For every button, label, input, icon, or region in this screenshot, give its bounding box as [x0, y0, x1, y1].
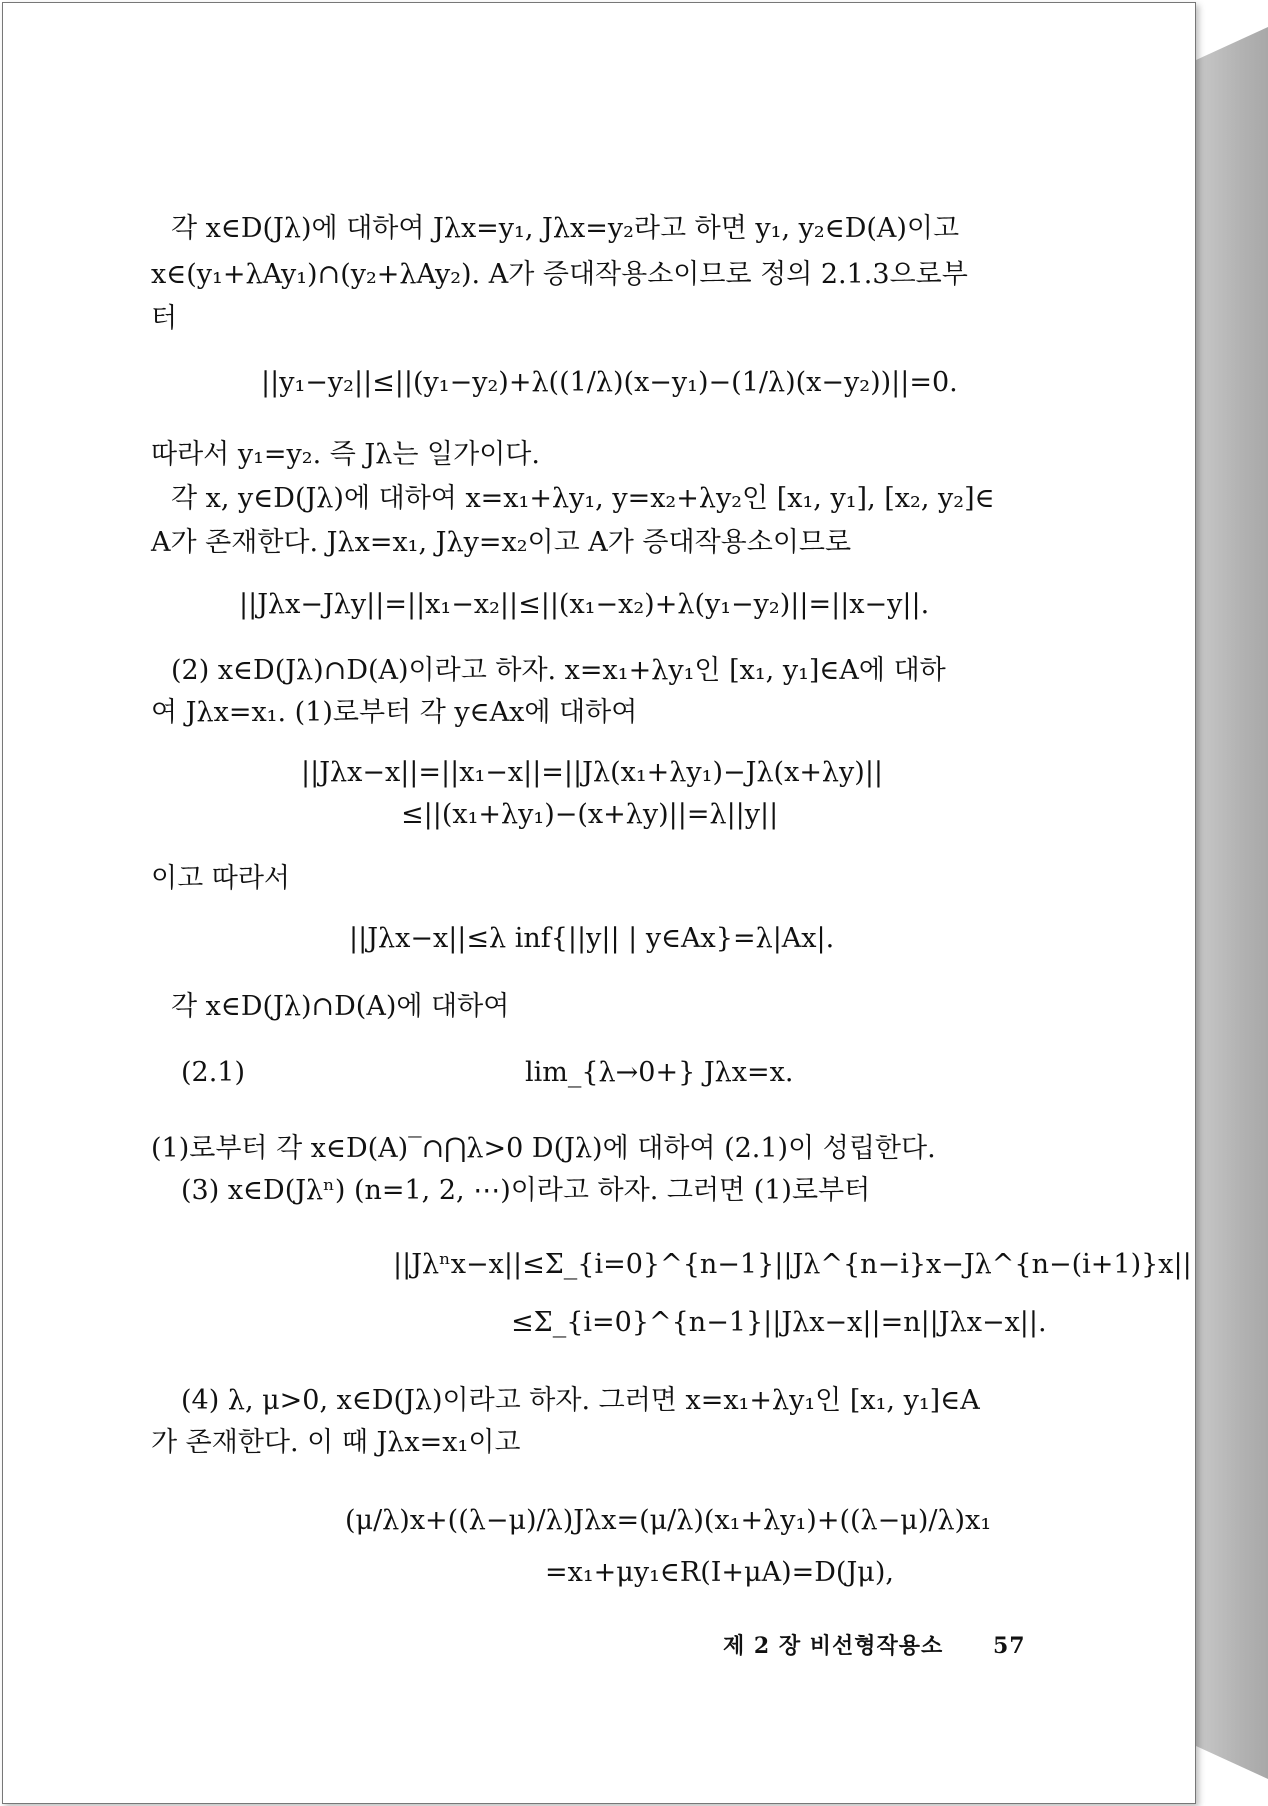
text-line-12: (3) x∈D(Jλⁿ) (n=1, 2, ⋯)이라고 하자. 그러면 (1)로부터: [181, 1175, 871, 1206]
text-line-6: A가 존재한다. Jλx=x₁, Jλy=x₂이고 A가 증대작용소이므로: [151, 527, 852, 558]
text-line-10: 각 x∈D(Jλ)∩D(A)에 대하여: [171, 991, 510, 1022]
text-line-2: x∈(y₁+λAy₁)∩(y₂+λAy₂). A가 증대작용소이므로 정의 2.1.3으로부: [151, 259, 968, 290]
equation-5: lim_{λ→0+} Jλx=x.: [525, 1057, 794, 1088]
equation-3a: ||Jλx−x||=||x₁−x||=||Jλ(x₁+λy₁)−Jλ(x+λy)||: [301, 757, 884, 788]
text-line-7: (2) x∈D(Jλ)∩D(A)이라고 하자. x=x₁+λy₁인 [x₁, y₁]∈A에 대하: [171, 655, 946, 686]
footer-chapter-title: 제 2 장 비선형작용소: [723, 1633, 944, 1659]
text-line-9: 이고 따라서: [151, 863, 290, 894]
text-line-4: 따라서 y₁=y₂. 즉 Jλ는 일가이다.: [151, 439, 540, 470]
text-line-3: 터: [151, 303, 178, 334]
equation-1: ||y₁−y₂||≤||(y₁−y₂)+λ((1/λ)(x−y₁)−(1/λ)(x−y₂))||=0.: [261, 367, 958, 398]
text-line-14: 가 존재한다. 이 때 Jλx=x₁이고: [151, 1427, 521, 1458]
text-line-5: 각 x, y∈D(Jλ)에 대하여 x=x₁+λy₁, y=x₂+λy₂인 [x₁, y₁], [x₂, y₂]∈: [171, 483, 995, 514]
text-line-1: 각 x∈D(Jλ)에 대하여 Jλx=y₁, Jλx=y₂라고 하면 y₁, y₂∈D(A)이고: [171, 213, 960, 244]
equation-2: ||Jλx−Jλy||=||x₁−x₂||≤||(x₁−x₂)+λ(y₁−y₂)||=||x−y||.: [239, 589, 930, 620]
equation-label-2-1: (2.1): [181, 1057, 246, 1088]
page-number: 57: [993, 1633, 1026, 1659]
equation-7b: =x₁+μy₁∈R(I+μA)=D(Jμ),: [545, 1557, 894, 1588]
equation-4: ||Jλx−x||≤λ inf{||y|| | y∈Ax}=λ|Ax|.: [349, 923, 835, 954]
equation-7a: (μ/λ)x+((λ−μ)/λ)Jλx=(μ/λ)(x₁+λy₁)+((λ−μ)/λ)x₁: [345, 1505, 992, 1536]
text-line-11: (1)로부터 각 x∈D(A)‾∩⋂λ>0 D(Jλ)에 대하여 (2.1)이 성립한다.: [151, 1133, 936, 1164]
book-page: [2, 2, 1196, 1804]
book-side-edge: [1196, 0, 1268, 1806]
text-line-8: 여 Jλx=x₁. (1)로부터 각 y∈Ax에 대하여: [151, 697, 638, 728]
text-line-13: (4) λ, μ>0, x∈D(Jλ)이라고 하자. 그러면 x=x₁+λy₁인 [x₁, y₁]∈A: [181, 1385, 980, 1416]
equation-3b: ≤||(x₁+λy₁)−(x+λy)||=λ||y||: [401, 799, 779, 830]
equation-6a: ||Jλⁿx−x||≤Σ_{i=0}^{n−1}||Jλ^{n−i}x−Jλ^{n−(i+1)}x||: [393, 1249, 1192, 1280]
equation-6b: ≤Σ_{i=0}^{n−1}||Jλx−x||=n||Jλx−x||.: [511, 1307, 1047, 1338]
